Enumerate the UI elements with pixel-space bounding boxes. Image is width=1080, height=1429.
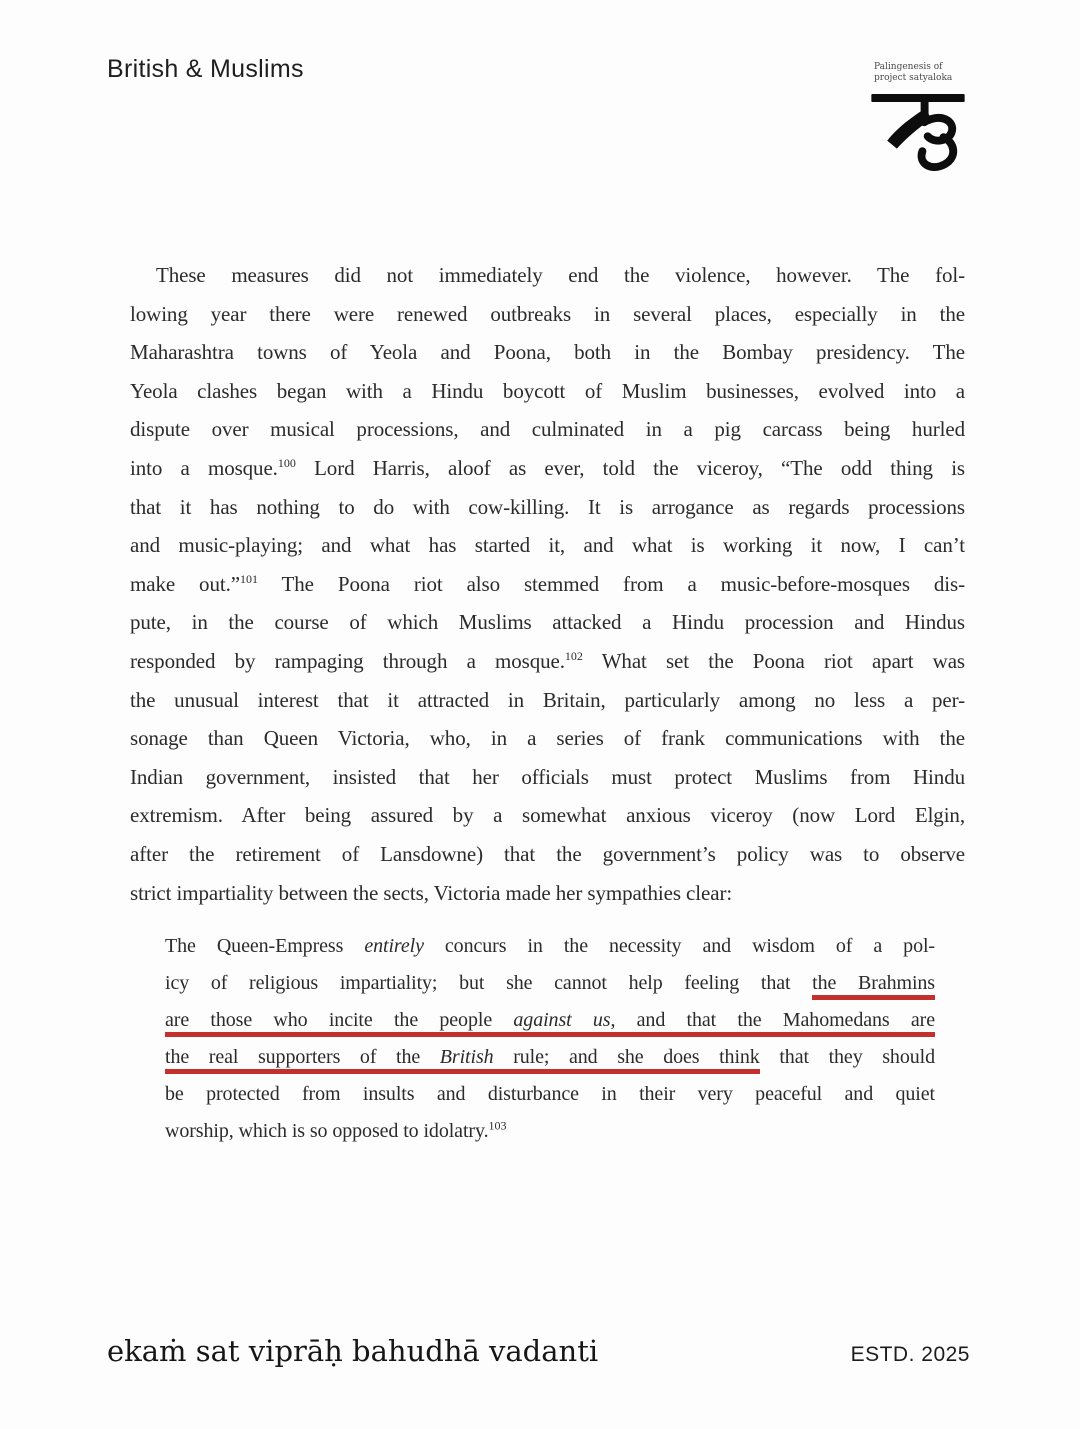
footnote-ref: 103 bbox=[488, 1118, 507, 1133]
text-segment: dispute over musical processions, and culminated in a pig carcass being hurled bbox=[130, 417, 965, 442]
text-segment: into a mosque. bbox=[130, 455, 278, 480]
quote-line bbox=[165, 1039, 935, 1076]
red-underlined-text: British bbox=[440, 1046, 494, 1074]
paragraph-line bbox=[130, 295, 965, 334]
text-segment: Indian government, insisted that her officials must protect Muslims from Hindu bbox=[130, 764, 965, 789]
quote-line bbox=[165, 1113, 935, 1150]
red-underlined-text: , and that the Mahomedans are bbox=[610, 1009, 935, 1037]
text-segment: that they should bbox=[759, 1046, 935, 1069]
text-segment: responded by rampaging through a mosque. bbox=[130, 648, 565, 673]
text-segment: the unusual interest that it attracted in Britain, particularly among no less a per- bbox=[130, 687, 965, 712]
paragraph-line bbox=[130, 874, 965, 913]
quote-line bbox=[165, 928, 935, 965]
text-segment: lowing year there were renewed outbreaks in several places, especially in the bbox=[130, 301, 965, 326]
text-segment: What set the Poona riot apart was bbox=[582, 648, 965, 673]
red-underlined-text: against us bbox=[513, 1009, 610, 1037]
text-segment: that it has nothing to do with cow-killing. It is arrogance as regards processions bbox=[130, 494, 965, 519]
paragraph-line bbox=[130, 333, 965, 372]
text-segment: extremism. After being assured by a somewhat anxious viceroy (now Lord Elgin, bbox=[130, 803, 965, 828]
quote-line bbox=[165, 1076, 935, 1113]
paragraph-line bbox=[130, 758, 965, 797]
publisher-logo bbox=[868, 62, 988, 180]
paragraph-line bbox=[130, 681, 965, 720]
paragraph-line bbox=[130, 256, 965, 295]
logo-tagline-line1: Palingenesis of bbox=[874, 62, 943, 72]
text-segment: worship, which is so opposed to idolatry. bbox=[165, 1120, 489, 1143]
footer-motto: ekaṁ sat viprāḥ bahudhā vadanti bbox=[107, 1334, 599, 1368]
red-underlined-text: rule; and she does think bbox=[494, 1046, 760, 1074]
text-segment: The Queen-Empress bbox=[165, 935, 365, 958]
paragraph-line bbox=[130, 796, 965, 835]
paragraph-line bbox=[130, 642, 965, 681]
text-segment: sonage than Queen Victoria, who, in a series of frank communications with the bbox=[130, 726, 965, 751]
page-title: British & Muslims bbox=[107, 55, 304, 83]
text-segment: Lord Harris, aloof as ever, told the viceroy, “The odd thing is bbox=[295, 455, 965, 480]
red-underlined-text: the Brahmins bbox=[812, 972, 935, 1000]
text-segment: be protected from insults and disturbance in their very peaceful and quiet bbox=[165, 1083, 935, 1106]
logo-tagline bbox=[874, 62, 988, 84]
text-segment: make out.” bbox=[130, 571, 240, 596]
text-segment: Yeola clashes began with a Hindu boycott of Muslim businesses, evolved into a bbox=[130, 378, 965, 403]
paragraph-line bbox=[130, 526, 965, 565]
devanagari-ri-logo-icon bbox=[868, 87, 988, 180]
body-paragraph bbox=[130, 256, 965, 912]
text-segment: These measures did not immediately end the violence, however. The fol- bbox=[156, 263, 965, 287]
quote-line bbox=[165, 1002, 935, 1039]
text-segment: and music-playing; and what has started it, and what is working it now, I can’t bbox=[130, 533, 965, 558]
red-underlined-text: are those who incite the people bbox=[165, 1009, 513, 1037]
text-segment: The Poona riot also stemmed from a music-before-mosques dis- bbox=[257, 571, 965, 596]
text-segment: entirely bbox=[364, 935, 424, 958]
paragraph-line bbox=[130, 835, 965, 874]
paragraph-line bbox=[130, 603, 965, 642]
paragraph-line bbox=[130, 410, 965, 449]
footnote-ref: 100 bbox=[277, 455, 296, 470]
victoria-blockquote bbox=[165, 928, 935, 1150]
text-segment: strict impartiality between the sects, Victoria made her sympathies clear: bbox=[130, 880, 733, 905]
paragraph-line bbox=[130, 719, 965, 758]
text-segment: Maharashtra towns of Yeola and Poona, both in the Bombay presidency. The bbox=[130, 340, 965, 365]
logo-tagline-line2: project satyaloka bbox=[874, 73, 953, 83]
paragraph-line bbox=[130, 449, 965, 488]
footnote-ref: 101 bbox=[239, 571, 258, 586]
text-segment: icy of religious impartiality; but she cannot help feeling that bbox=[165, 972, 813, 995]
footnote-ref: 102 bbox=[564, 648, 583, 663]
page-body bbox=[130, 256, 965, 1150]
paragraph-line bbox=[130, 565, 965, 604]
text-segment: concurs in the necessity and wisdom of a pol- bbox=[423, 935, 935, 958]
red-underlined-text: the real supporters of the bbox=[165, 1046, 440, 1074]
text-segment: pute, in the course of which Muslims attacked a Hindu procession and Hindus bbox=[130, 610, 965, 635]
text-segment: after the retirement of Lansdowne) that the government’s policy was to observe bbox=[130, 841, 965, 866]
paragraph-line bbox=[130, 488, 965, 527]
paragraph-line bbox=[130, 372, 965, 411]
quote-line bbox=[165, 965, 935, 1002]
footer-estd: ESTD. 2025 bbox=[850, 1343, 970, 1366]
